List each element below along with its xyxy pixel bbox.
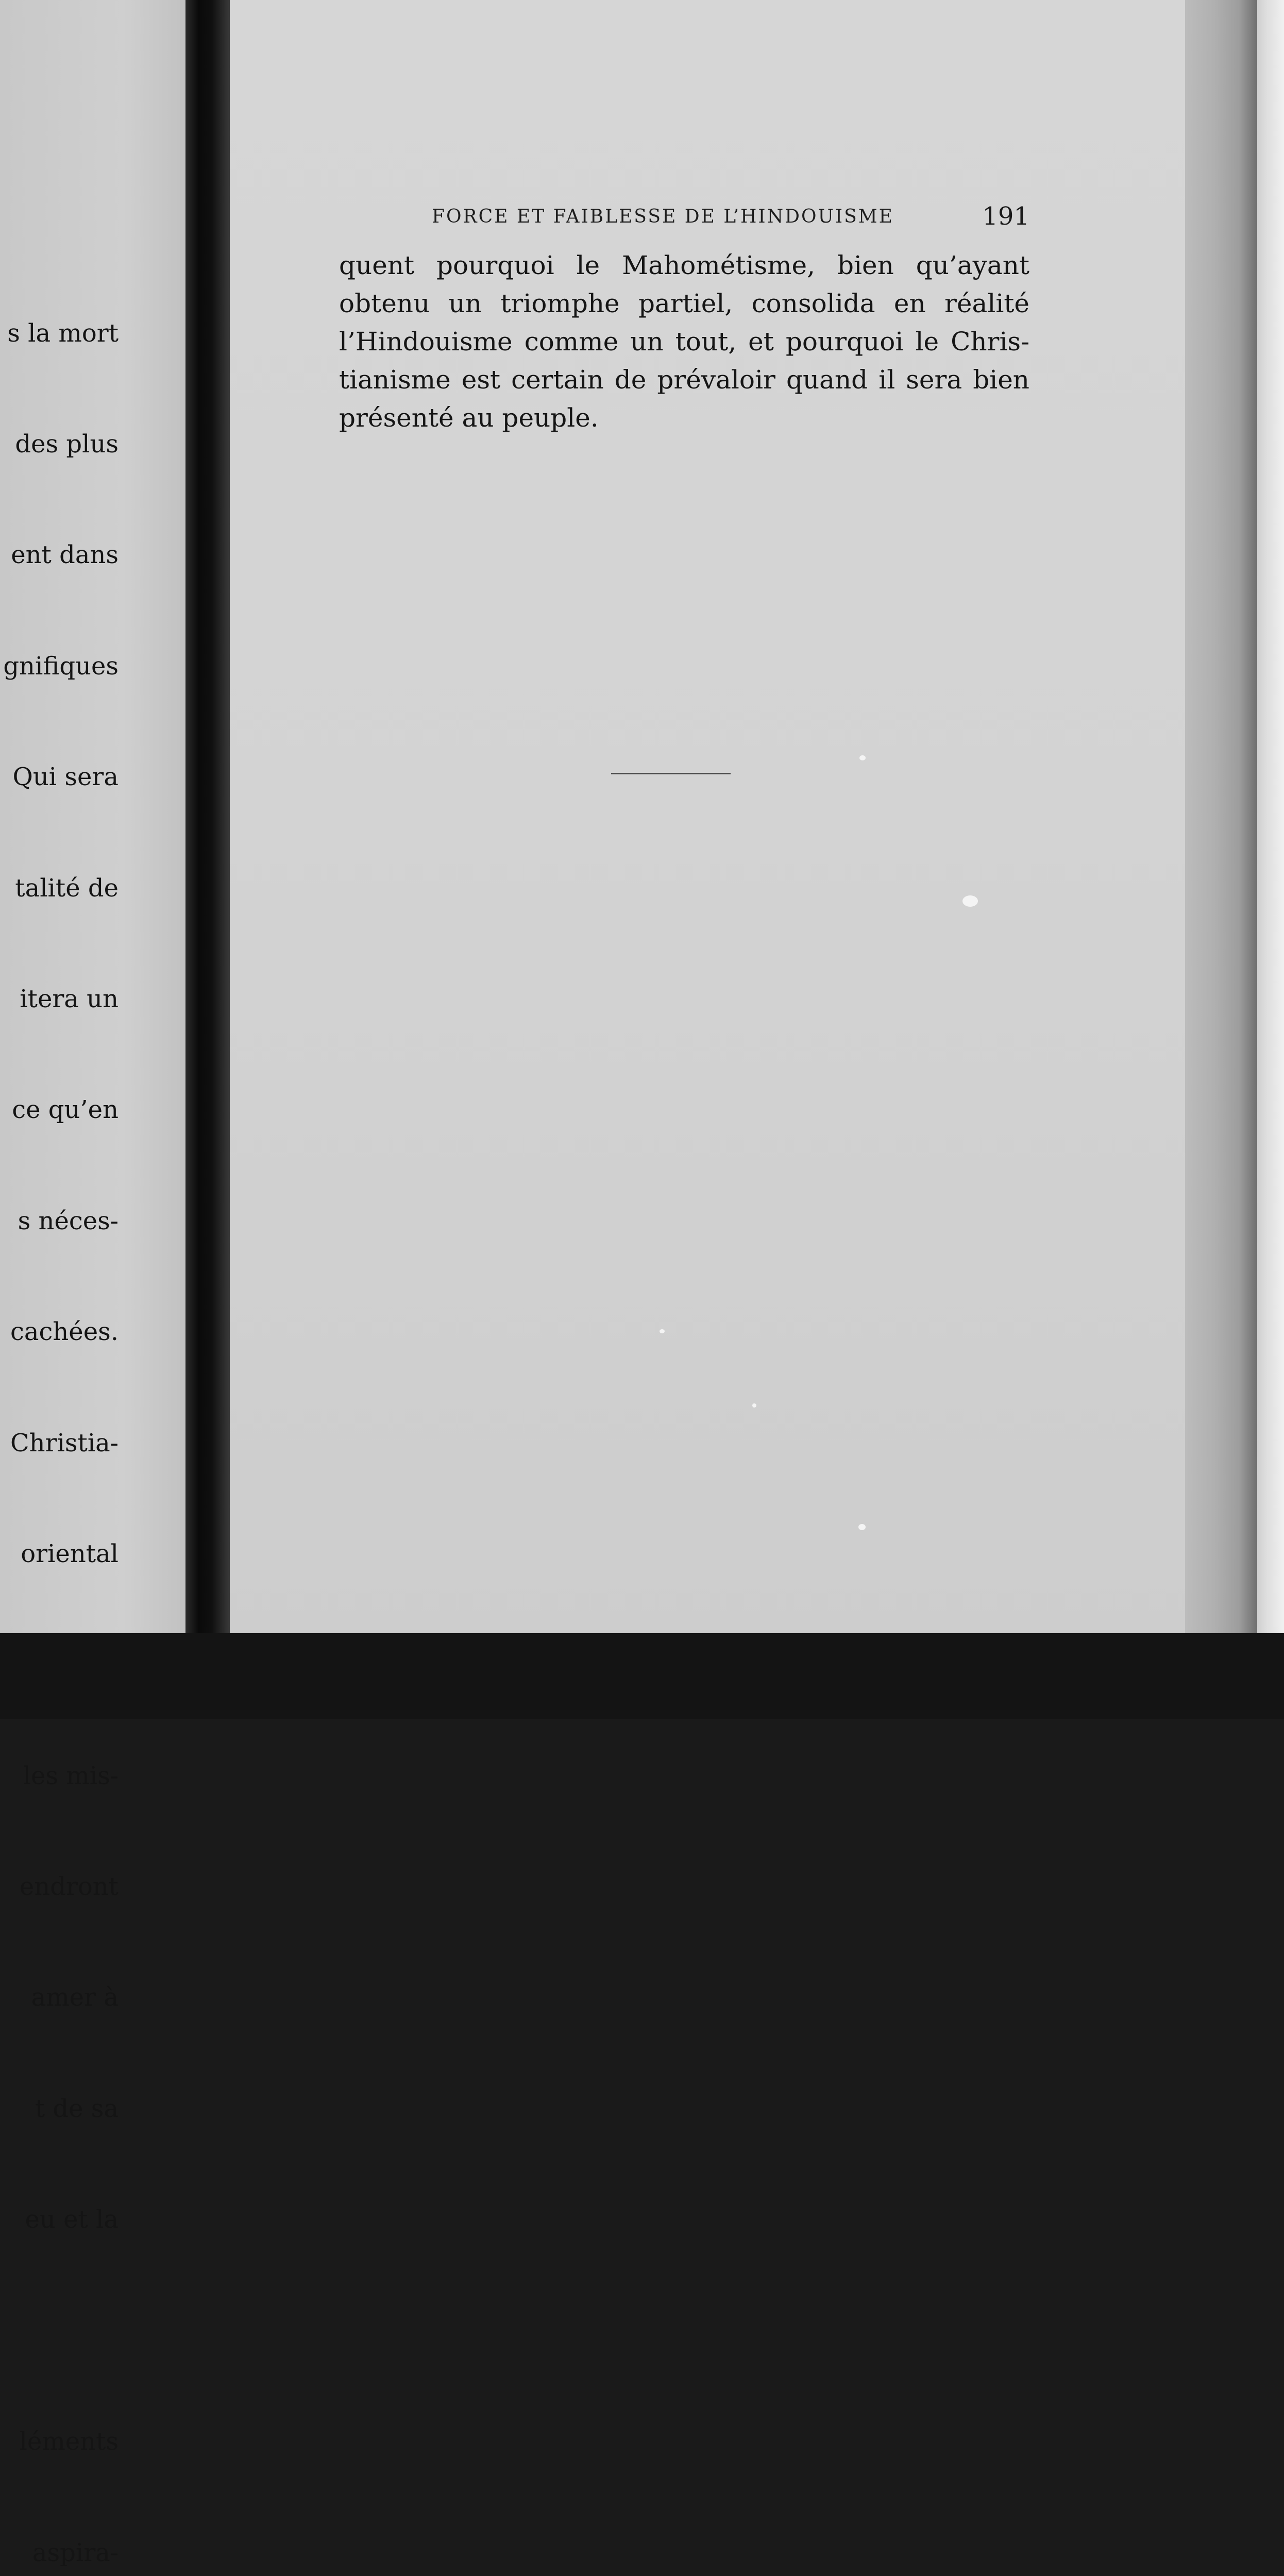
previous-page-line: oriental — [21, 1539, 119, 1568]
previous-page-text — [0, 241, 119, 2576]
page-stack-edge — [1185, 0, 1257, 1700]
scan-speck — [858, 1524, 866, 1530]
previous-page-line: Christia- — [10, 1428, 119, 1458]
previous-page-line: itera un — [20, 984, 119, 1013]
previous-page-line: s la mort — [7, 318, 119, 348]
previous-page-line: talité de — [15, 873, 119, 903]
body-line: tianisme est certain de prévaloir quand il sera bien — [339, 365, 1029, 395]
previous-page-line: eu et la — [25, 2205, 119, 2234]
previous-page-line: des plus — [15, 429, 119, 459]
page-edge-highlight — [1257, 0, 1284, 1719]
scan-speck — [962, 895, 978, 907]
page-number: 191 — [982, 202, 1029, 231]
body-line: obtenu un triomphe partiel, consolida en réalité — [339, 289, 1029, 318]
scan-speck — [660, 1329, 665, 1333]
previous-page-line: léments — [19, 2427, 119, 2456]
previous-page-line: endront — [19, 1872, 119, 1902]
previous-page-line: ent dans — [11, 540, 119, 570]
previous-page-line: cachées. — [10, 1317, 119, 1347]
body-line: quent pourquoi le Mahométisme, bien qu’ayant — [339, 250, 1029, 280]
previous-page-line: amer à — [31, 1983, 119, 2012]
previous-page-line: les mis- — [23, 1761, 119, 1790]
paragraph-gap — [0, 2313, 119, 2350]
previous-page-line: t de sa — [35, 2094, 119, 2123]
previous-page-line: s néces- — [18, 1206, 119, 1235]
previous-page-line: ce qu’en — [12, 1095, 119, 1125]
page-body-text — [339, 246, 1029, 437]
previous-page — [0, 0, 206, 2567]
body-line: l’Hindouisme comme un tout, et pourquoi le Chris- — [339, 327, 1029, 357]
previous-page-line: gnifiques — [3, 651, 119, 681]
scan-speck — [859, 755, 866, 760]
previous-page-line: Qui sera — [12, 762, 119, 792]
previous-page-line: aspira- — [32, 2538, 119, 2567]
running-title: FORCE ET FAIBLESSE DE L’HINDOUISME — [432, 206, 894, 227]
scan-speck — [752, 1403, 756, 1408]
running-head — [432, 202, 1029, 233]
chapter-end-rule — [611, 773, 731, 774]
body-line: présenté au peuple. — [339, 403, 599, 433]
scan-bottom-border — [0, 1633, 1284, 1719]
book-spine — [185, 0, 230, 1719]
